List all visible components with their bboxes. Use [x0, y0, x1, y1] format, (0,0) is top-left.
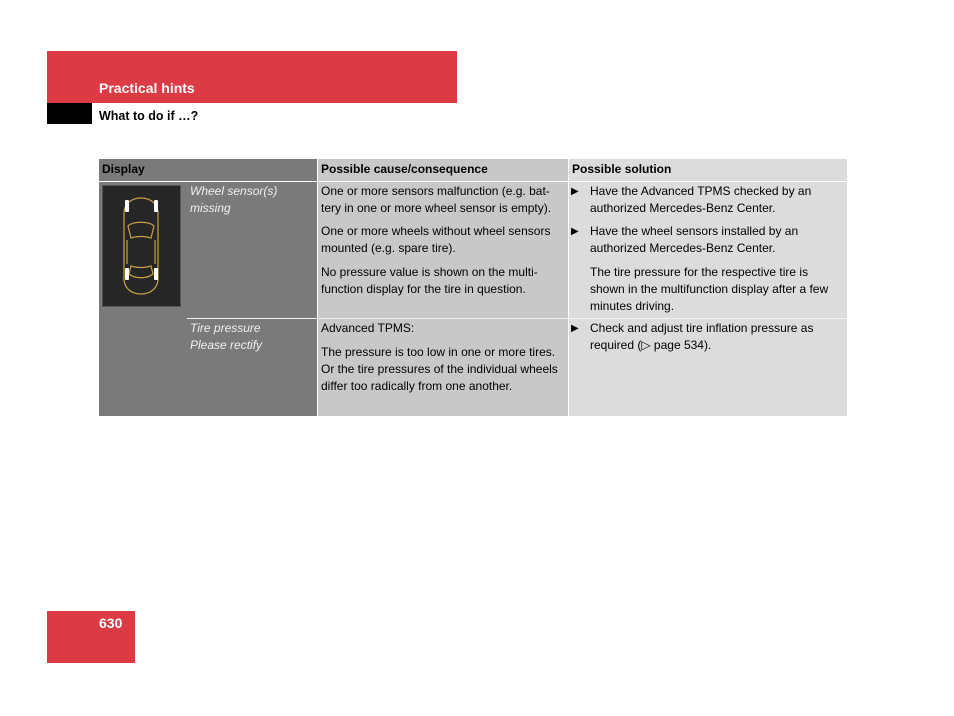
- troubleshooting-table: [99, 159, 847, 416]
- column-header-solution: Possible solution: [569, 159, 847, 181]
- solution-column: [569, 182, 847, 416]
- solution-text: Have the Advanced TPMS checked by an authorized Mercedes-Benz Center.: [590, 184, 812, 215]
- cause-text: One or more wheels without wheel sensors mounted (e.g. spare tire).: [321, 224, 551, 255]
- solution-text: Check and adjust tire inflation pressure as required (▷ page 534).: [590, 321, 814, 352]
- cause-text: Advanced TPMS:: [321, 321, 415, 335]
- car-top-view-icon: [102, 185, 181, 307]
- column-header-cause: Possible cause/consequence: [318, 159, 568, 181]
- solution-text: The tire pressure for the respective tire is shown in the multifunction display after a few minutes driving.: [590, 265, 829, 313]
- cause-text: No pressure value is shown on the multi-function display for the tire in question.: [321, 265, 538, 296]
- subsection-marker: [47, 103, 92, 124]
- bullet-arrow-icon: ▶: [571, 323, 579, 334]
- display-message-wheel-sensor: Wheel sensor(s) missing: [190, 184, 278, 215]
- solution-text: Have the wheel sensors installed by an authorized Mercedes-Benz Center.: [590, 224, 799, 255]
- display-message-tire-pressure: Tire pressure Please rectify: [190, 321, 263, 352]
- bullet-arrow-icon: ▶: [571, 186, 579, 197]
- bullet-arrow-icon: ▶: [571, 226, 579, 237]
- display-column: [99, 182, 317, 416]
- page-number: 630: [99, 615, 123, 631]
- cause-text: The pressure is too low in one or more tires. Or the tire pressures of the individual wheels differ too radically from one another.: [321, 345, 558, 393]
- column-header-display: Display: [99, 159, 317, 181]
- row-divider: [187, 318, 847, 319]
- section-title: Practical hints: [99, 80, 195, 96]
- subsection-title: What to do if …?: [99, 109, 199, 123]
- cause-text: One or more sensors malfunction (e.g. bat-tery in one or more wheel sensor is empty).: [321, 184, 552, 215]
- cause-column: [318, 182, 568, 416]
